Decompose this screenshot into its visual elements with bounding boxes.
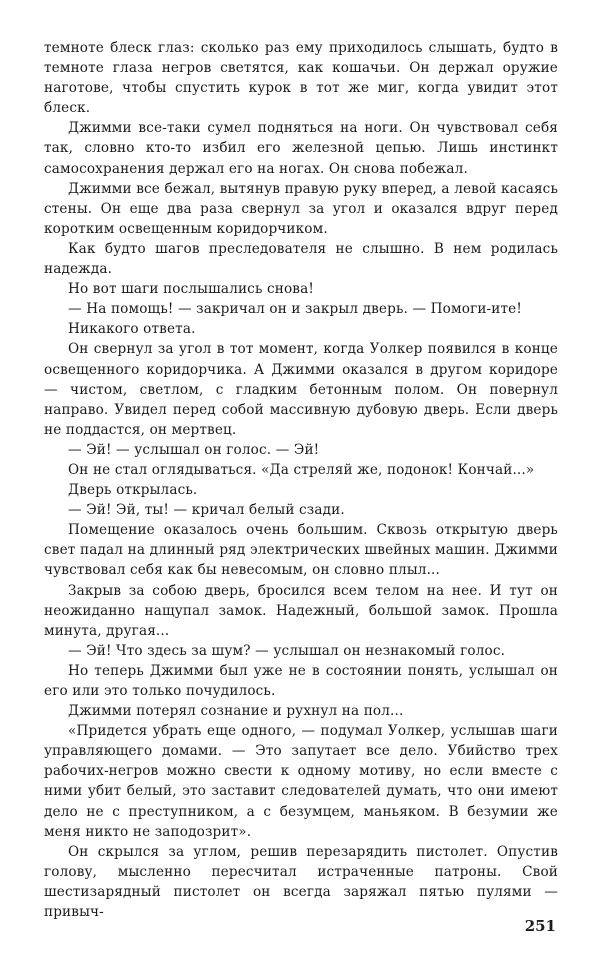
paragraph-18: «Придется убрать еще одного, — подумал Уолкер, услышав шаги управляющего домами. — Это запутает все дело. Убийство трех рабочих-негров можно свести к одному мотиву, но если вместе с ними убит белый, это заставит следователей думать, что они имеют дело не с преступником, а с безумцем, маньяком. В безумии же меня никто не заподозрит». [44, 723, 558, 840]
paragraph-13: Помещение оказалось очень большим. Сквозь открытую дверь свет падал на длинный ряд электрических швейных машин. Джимми чувствовал себя как бы невесомым, он словно плыл... [44, 522, 558, 579]
paragraph-7: Никакого ответа. [68, 321, 196, 338]
paragraph-5: Но вот шаги послышались снова! [68, 281, 314, 298]
paragraph-19: Он скрылся за углом, решив перезарядить пистолет. Опустив голову, мысленно пересчитал истраченные патроны. Свой шестизарядный пистолет он всегда заряжал пятью пулями — привыч- [44, 843, 558, 921]
paragraph-12: — Эй! Эй, ты! — кричал белый сзади. [68, 502, 345, 519]
paragraph-17: Джимми потерял сознание и рухнул на пол... [68, 703, 404, 720]
paragraph-9: — Эй! — услышал он голос. — Эй! [68, 441, 320, 458]
paragraph-6: — На помощь! — закричал он и закрыл дверь. — Помоги-ите! [68, 301, 522, 318]
paragraph-2: Джимми все-таки сумел подняться на ноги. Он чувствовал себя так, словно кто-то избил его железной цепью. Лишь инстинкт самосохранения держал его на ногах. Он снова побежал. [44, 120, 558, 177]
page-number: 251 [524, 917, 556, 935]
paragraph-14: Закрыв за собою дверь, бросился всем телом на нее. И тут он неожиданно нащупал замок. Надежный, большой замок. Прошла минута, другая... [44, 582, 558, 639]
paragraph-11: Дверь открылась. [68, 482, 198, 499]
paragraph-8: Он свернул за угол в тот момент, когда Уолкер появился в конце освещенного коридорчика. А Джимми оказался в другом коридоре — чистом, светлом, с гладким бетонным полом. Он повернул направо. Увидел перед собой массивную дубовую дверь. Если дверь не поддастся, он мертвец. [44, 341, 558, 438]
page-body [44, 38, 558, 922]
paragraph-4: Как будто шагов преследователя не слышно. В нем родилась надежда. [44, 240, 558, 278]
paragraph-1: темноте блеск глаз: сколько раз ему приходилось слышать, будто в темноте глаза негров светятся, как кошачьи. Он держал оружие наготове, чтобы спустить курок в тот же миг, когда увидит этот блеск. [44, 40, 558, 117]
paragraph-10: Он не стал оглядываться. «Да стреляй же, подонок! Кончай...» [68, 461, 535, 478]
paragraph-3: Джимми все бежал, вытянув правую руку вперед, а левой касаясь стены. Он еще два раза свернул за угол и оказался вдруг перед коротким освещенным коридорчиком. [44, 180, 558, 237]
paragraph-16: Но теперь Джимми был уже не в состоянии понять, услышал он его или это только почудилось. [44, 662, 558, 699]
paragraph-15: — Эй! Что здесь за шум? — услышал он незнакомый голос. [68, 642, 506, 659]
